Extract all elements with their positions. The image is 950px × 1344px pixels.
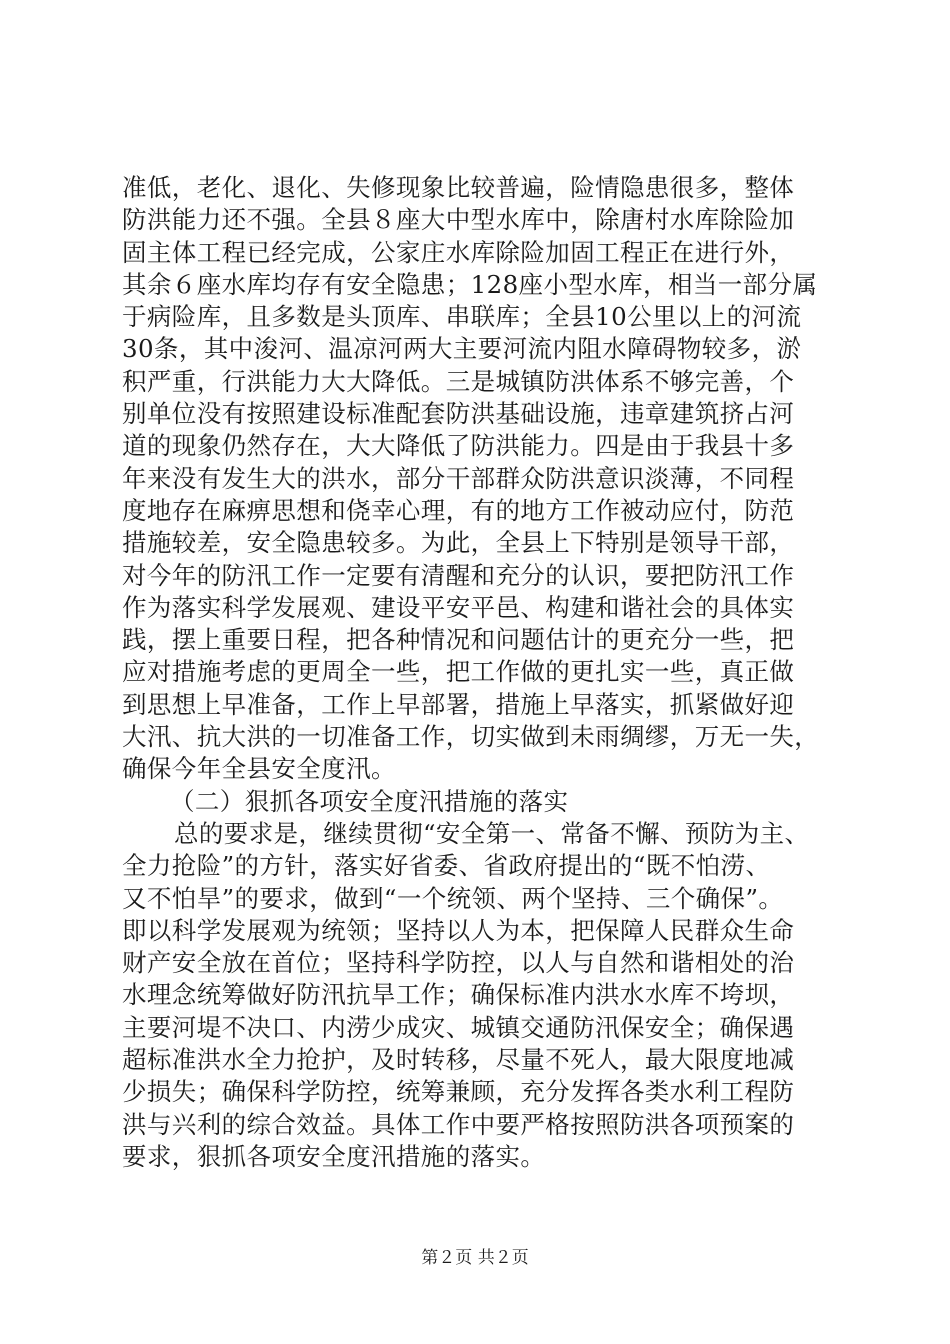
paragraph-line: 作为落实科学发展观、建设平安平邑、构建和谐社会的具体实	[122, 592, 795, 622]
paragraph-line: 少损失；确保科学防控，统筹兼顾，充分发挥各类水利工程防	[122, 1077, 795, 1107]
paragraph-line: 道的现象仍然存在，大大降低了防洪能力。四是由于我县十多	[122, 431, 795, 461]
paragraph-line: 确保今年全县安全度汛。	[122, 754, 396, 784]
paragraph-line: 积严重，行洪能力大大降低。三是城镇防洪体系不够完善，个	[122, 366, 795, 396]
paragraph-line: 防洪能力还不强。全县８座大中型水库中，除唐村水库除险加	[122, 205, 795, 235]
paragraph-line: 洪与兴利的综合效益。具体工作中要严格按照防洪各项预案的	[122, 1109, 795, 1139]
section-heading: （二）狠抓各项安全度汛措施的落实	[170, 786, 569, 816]
paragraph-line: 超标准洪水全力抢护，及时转移，尽量不死人，最大限度地减	[122, 1045, 795, 1075]
paragraph-line: 于病险库，且多数是头顶库、串联库；全县10公里以上的河流	[122, 302, 802, 332]
paragraph-line: 30条，其中浚河、温凉河两大主要河流内阻水障碍物较多，淤	[122, 334, 802, 364]
paragraph-line: 度地存在麻痹思想和侥幸心理，有的地方工作被动应付，防范	[122, 495, 795, 525]
paragraph-line: 措施较差，安全隐患较多。为此，全县上下特别是领导干部，	[122, 528, 795, 558]
paragraph-line: 总的要求是，继续贯彻“安全第一、常备不懈、预防为主、	[174, 818, 810, 848]
paragraph-line: 大汛、抗大洪的一切准备工作，切实做到未雨绸缪，万无一失，	[122, 722, 820, 752]
paragraph-line: 应对措施考虑的更周全一些，把工作做的更扎实一些，真正做	[122, 657, 795, 687]
paragraph-1	[122, 172, 834, 786]
paragraph-line: 固主体工程已经完成，公家庄水库除险加固工程正在进行外，	[122, 237, 795, 267]
paragraph-line: 要求，狠抓各项安全度汛措施的落实。	[122, 1141, 546, 1171]
paragraph-line: 年来没有发生大的洪水，部分干部群众防洪意识淡薄，不同程	[122, 463, 795, 493]
page-number-footer: 第２页 共２页	[421, 1248, 529, 1268]
paragraph-line: 全力抢险”的方针，落实好省委、省政府提出的“既不怕涝、	[122, 851, 771, 881]
paragraph-2	[122, 818, 834, 1173]
paragraph-line: 即以科学发展观为统领；坚持以人为本，把保障人民群众生命	[122, 915, 795, 945]
paragraph-line: 主要河堤不决口、内涝少成灾、城镇交通防汛保安全；确保遇	[122, 1012, 795, 1042]
paragraph-line: 财产安全放在首位；坚持科学防控，以人与自然和谐相处的治	[122, 948, 795, 978]
paragraph-line: 践，摆上重要日程，把各种情况和问题估计的更充分一些，把	[122, 625, 795, 655]
document-body	[122, 172, 834, 1173]
paragraph-line: 又不怕旱”的要求，做到“一个统领、两个坚持、三个确保”。	[122, 883, 784, 913]
paragraph-line: 到思想上早准备，工作上早部署，措施上早落实，抓紧做好迎	[122, 689, 795, 719]
paragraph-line: 别单位没有按照建设标准配套防洪基础设施，违章建筑挤占河	[122, 399, 795, 429]
paragraph-line: 对今年的防汛工作一定要有清醒和充分的认识，要把防汛工作	[122, 560, 795, 590]
paragraph-line: 其余６座水库均存有安全隐患；128座小型水库，相当一部分属	[122, 269, 818, 299]
paragraph-line: 准低，老化、退化、失修现象比较普遍，险情隐患很多，整体	[122, 173, 795, 202]
paragraph-line: 水理念统筹做好防汛抗旱工作；确保标准内洪水水库不垮坝，	[122, 980, 795, 1010]
